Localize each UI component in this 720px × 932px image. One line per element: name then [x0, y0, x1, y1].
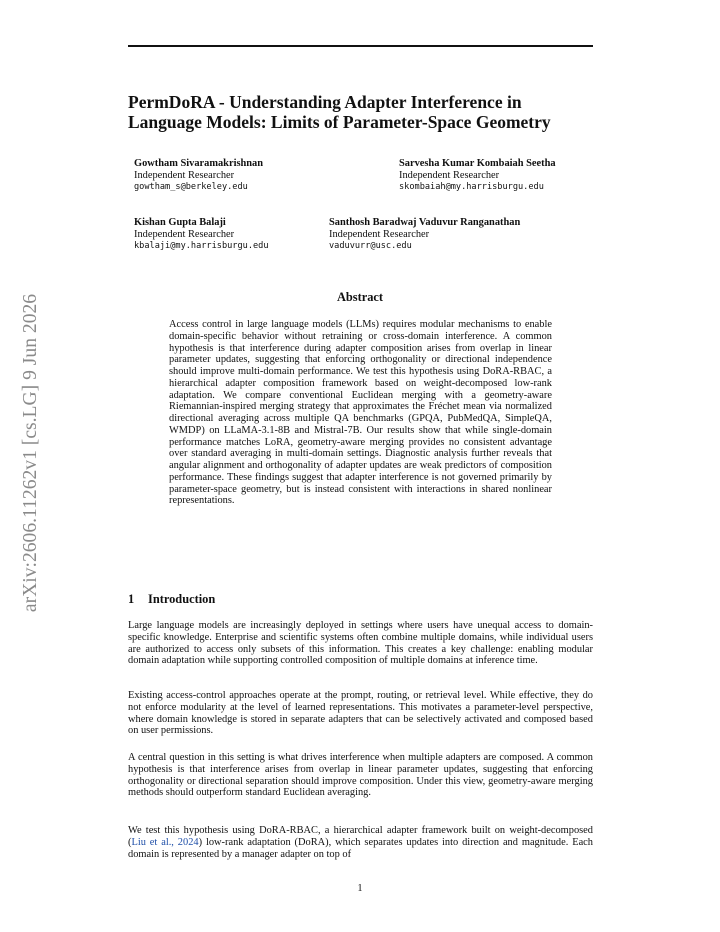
- author-name: Kishan Gupta Balaji: [134, 217, 226, 228]
- author-affiliation: Independent Researcher: [329, 228, 430, 240]
- paragraph-text: ) low-rank adaptation (DoRA), which separates updates into direction and magnitude. Each domain is represented by a manager adapter on top of: [128, 836, 593, 860]
- author-affiliation: Independent Researcher: [399, 169, 500, 181]
- intro-paragraph-2: Existing access-control approaches operate at the prompt, routing, or retrieval level. While effective, they do not enforce modularity at the level of learned representations. This motivates a parameter-level perspective, where domain knowledge is stored in separate adapters that can be selectively activated and composed based on user permissions.: [128, 690, 593, 737]
- author-email: kbalaji@my.harrisburgu.edu: [134, 240, 269, 251]
- author-block: [399, 158, 556, 193]
- author-name: Gowtham Sivaramakrishnan: [134, 158, 264, 169]
- paper-title: PermDoRA - Understanding Adapter Interference in Language Models: Limits of Parameter-Space Geometry: [128, 92, 551, 132]
- author-block: [134, 217, 269, 252]
- author-name: Sarvesha Kumar Kombaiah Seetha: [399, 158, 556, 169]
- intro-paragraph-4: [128, 825, 593, 860]
- paragraph-text: We test this hypothesis using DoRA-RBAC, a hierarchical adapter framework built on weight-decomposed (: [128, 825, 593, 848]
- abstract-heading: Abstract: [336, 290, 384, 304]
- author-block: [134, 158, 263, 193]
- author-name: Santhosh Baradwaj Vaduvur Ranganathan: [329, 217, 521, 228]
- page-number: 1: [357, 883, 363, 894]
- section-heading: [128, 592, 215, 607]
- section-title: Introduction: [148, 592, 216, 606]
- author-email: skombaiah@my.harrisburgu.edu: [399, 181, 544, 192]
- intro-paragraph-1: Large language models are increasingly deployed in settings where users have unequal access to domain-specific knowledge. Enterprise and scientific systems often combine multiple domains, while individual users are authorized to access only subsets of this information. This creates a key challenge: enabling modular domain adaptation while supporting controlled composition of multiple domains at inference time.: [128, 620, 593, 667]
- abstract-text: Access control in large language models (LLMs) requires modular mechanisms to enable domain-specific behavior without retraining or cross-domain interference. A common hypothesis is that interference during adapter composition arises from overlap in linear parameter updates, suggesting that enforcing orthogonality or directional independence should improve multi-domain performance. We test this hypothesis using DoRA-RBAC, a hierarchical adapter composition framework based on weight-decomposed low-rank adaptation. We compare conventional Euclidean merging with a geometry-aware Riemannian-inspired merging strategy that approximates the Fréchet mean via normalized directional averaging across multiple QA benchmarks (GPQA, PubMedQA, SimpleQA, WMDP) on LLaMA-3.1-8B and Mistral-7B. Our results show that while single-domain performance matches LoRA, geometry-aware merging provides no consistent advantage over standard averaging in multi-domain settings. Diagnostic analysis further reveals that angular alignment and orthogonality of adapter updates are weak predictors of composition performance. These findings suggest that adapter interference is not governed primarily by parameter-space geometry, but is instead consistent with interactions in shared nonlinear representations.: [169, 319, 552, 507]
- author-affiliation: Independent Researcher: [134, 228, 235, 240]
- section-number: 1: [128, 592, 135, 606]
- author-affiliation: Independent Researcher: [134, 169, 235, 181]
- arxiv-sidebar-stamp: [21, 263, 41, 643]
- author-email: vaduvurr@usc.edu: [329, 240, 412, 251]
- arxiv-id: arXiv:2606.11262v1 [cs.LG] 9 Jun 2026: [20, 293, 41, 613]
- author-block: [329, 217, 520, 252]
- citation-link[interactable]: Liu et al., 2024: [131, 836, 199, 848]
- top-rule: [128, 45, 593, 47]
- intro-paragraph-3: A central question in this setting is what drives interference when multiple adapters are composed. A common hypothesis is that interference arises from overlap in linear parameter updates, suggesting that enforcing orthogonality or directional separation should improve composition. Under this view, geometry-aware merging methods should outperform standard Euclidean averaging.: [128, 752, 593, 799]
- author-email: gowtham_s@berkeley.edu: [134, 181, 248, 192]
